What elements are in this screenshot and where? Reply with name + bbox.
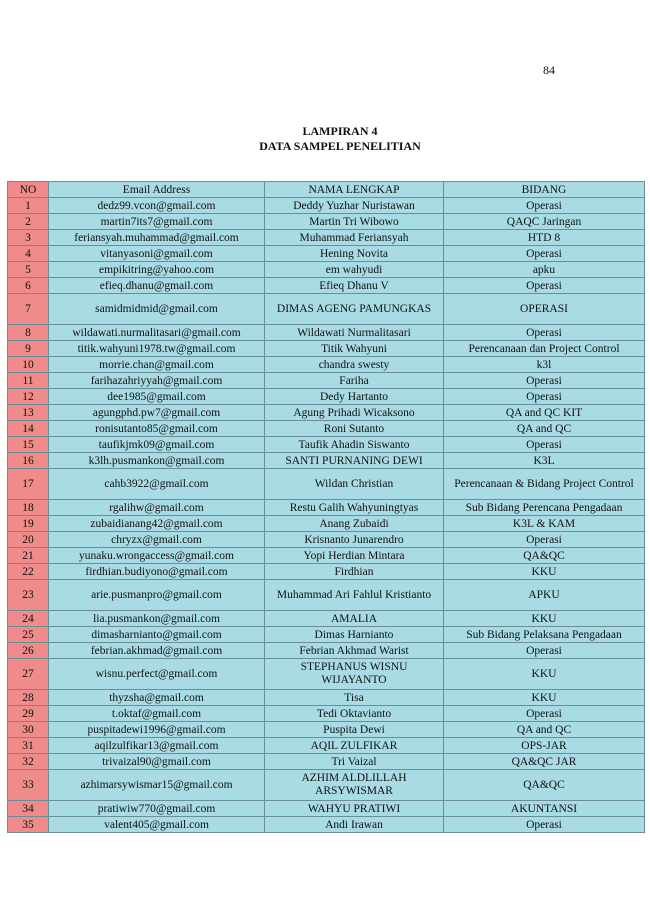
email-address: feriansyah.muhammad@gmail.com	[49, 230, 265, 246]
row-number: 24	[8, 611, 49, 627]
row-number: 25	[8, 627, 49, 643]
division: K3L	[444, 453, 645, 469]
email-address: efieq.dhanu@gmail.com	[49, 278, 265, 294]
division: Operasi	[444, 706, 645, 722]
row-number: 29	[8, 706, 49, 722]
table-row	[8, 421, 645, 437]
division: HTD 8	[444, 230, 645, 246]
full-name: Fariha	[265, 373, 444, 389]
full-name: Andi Irawan	[265, 817, 444, 833]
row-number: 1	[8, 198, 49, 214]
row-number: 22	[8, 564, 49, 580]
full-name: Wildawati Nurmalitasari	[265, 325, 444, 341]
row-number: 34	[8, 801, 49, 817]
full-name: AMALIA	[265, 611, 444, 627]
table-row	[8, 325, 645, 341]
email-address: zubaidianang42@gmail.com	[49, 516, 265, 532]
table-row	[8, 627, 645, 643]
table-row	[8, 500, 645, 516]
document-subtitle: DATA SAMPEL PENELITIAN	[259, 139, 421, 153]
table-row	[8, 690, 645, 706]
full-name: DIMAS AGENG PAMUNGKAS	[265, 294, 444, 325]
email-address: febrian.akhmad@gmail.com	[49, 643, 265, 659]
row-number: 23	[8, 580, 49, 611]
email-address: azhimarsywismar15@gmail.com	[49, 770, 265, 801]
table-row	[8, 198, 645, 214]
full-name: Tedi Oktavianto	[265, 706, 444, 722]
full-name: Firdhian	[265, 564, 444, 580]
row-number: 20	[8, 532, 49, 548]
row-number: 5	[8, 262, 49, 278]
email-address: ronisutanto85@gmail.com	[49, 421, 265, 437]
table-row	[8, 278, 645, 294]
row-number: 12	[8, 389, 49, 405]
division: Operasi	[444, 246, 645, 262]
email-address: titik.wahyuni1978.tw@gmail.com	[49, 341, 265, 357]
email-address: dee1985@gmail.com	[49, 389, 265, 405]
table-row	[8, 706, 645, 722]
full-name: Tisa	[265, 690, 444, 706]
full-name: Hening Novita	[265, 246, 444, 262]
division: Operasi	[444, 325, 645, 341]
email-address: cahb3922@gmail.com	[49, 469, 265, 500]
row-number: 9	[8, 341, 49, 357]
table-row	[8, 564, 645, 580]
email-address: aqilzulfikar13@gmail.com	[49, 738, 265, 754]
full-name: AZHIM ALDLILLAH ARSYWISMAR	[265, 770, 444, 801]
division: Operasi	[444, 389, 645, 405]
division: k3l	[444, 357, 645, 373]
division: Operasi	[444, 817, 645, 833]
email-address: wisnu.perfect@gmail.com	[49, 659, 265, 690]
division: OPERASI	[444, 294, 645, 325]
table-row	[8, 548, 645, 564]
division: QA and QC KIT	[444, 405, 645, 421]
row-number: 3	[8, 230, 49, 246]
division: QA and QC	[444, 421, 645, 437]
table-row	[8, 357, 645, 373]
full-name: Roni Sutanto	[265, 421, 444, 437]
row-number: 15	[8, 437, 49, 453]
table-body	[8, 198, 645, 833]
email-address: chryzx@gmail.com	[49, 532, 265, 548]
table-header-row	[8, 182, 645, 198]
division: QA&QC	[444, 770, 645, 801]
email-address: dimasharnianto@gmail.com	[49, 627, 265, 643]
row-number: 21	[8, 548, 49, 564]
table-row	[8, 294, 645, 325]
table-row	[8, 389, 645, 405]
division: QA and QC	[444, 722, 645, 738]
row-number: 35	[8, 817, 49, 833]
full-name: Wildan Christian	[265, 469, 444, 500]
email-address: lia.pusmankon@gmail.com	[49, 611, 265, 627]
row-number: 19	[8, 516, 49, 532]
email-address: empikitring@yahoo.com	[49, 262, 265, 278]
row-number: 14	[8, 421, 49, 437]
division: Operasi	[444, 437, 645, 453]
email-address: farihazahriyyah@gmail.com	[49, 373, 265, 389]
email-address: valent405@gmail.com	[49, 817, 265, 833]
document-title: LAMPIRAN 4	[302, 124, 378, 138]
row-number: 16	[8, 453, 49, 469]
division: Perencanaan & Bidang Project Control	[444, 469, 645, 500]
header-nama-lengkap: NAMA LENGKAP	[265, 182, 444, 198]
table-row	[8, 817, 645, 833]
row-number: 30	[8, 722, 49, 738]
row-number: 31	[8, 738, 49, 754]
full-name: Puspita Dewi	[265, 722, 444, 738]
full-name: Muhammad Feriansyah	[265, 230, 444, 246]
row-number: 17	[8, 469, 49, 500]
email-address: taufikjmk09@gmail.com	[49, 437, 265, 453]
division: QAQC Jaringan	[444, 214, 645, 230]
row-number: 2	[8, 214, 49, 230]
row-number: 8	[8, 325, 49, 341]
header-email: Email Address	[49, 182, 265, 198]
row-number: 7	[8, 294, 49, 325]
full-name: WAHYU PRATIWI	[265, 801, 444, 817]
division: Operasi	[444, 373, 645, 389]
full-name: STEPHANUS WISNU WIJAYANTO	[265, 659, 444, 690]
division: K3L & KAM	[444, 516, 645, 532]
table-row	[8, 341, 645, 357]
division: Operasi	[444, 198, 645, 214]
division: KKU	[444, 564, 645, 580]
table-row	[8, 643, 645, 659]
row-number: 27	[8, 659, 49, 690]
table-row	[8, 373, 645, 389]
sample-data-table	[7, 181, 645, 833]
full-name: Dimas Harnianto	[265, 627, 444, 643]
row-number: 26	[8, 643, 49, 659]
email-address: firdhian.budiyono@gmail.com	[49, 564, 265, 580]
table-row	[8, 659, 645, 690]
table-row	[8, 580, 645, 611]
division: QA&QC	[444, 548, 645, 564]
full-name: SANTI PURNANING DEWI	[265, 453, 444, 469]
email-address: puspitadewi1996@gmail.com	[49, 722, 265, 738]
email-address: arie.pusmanpro@gmail.com	[49, 580, 265, 611]
table-row	[8, 453, 645, 469]
division: APKU	[444, 580, 645, 611]
full-name: chandra swesty	[265, 357, 444, 373]
row-number: 11	[8, 373, 49, 389]
row-number: 4	[8, 246, 49, 262]
table-row	[8, 722, 645, 738]
row-number: 10	[8, 357, 49, 373]
email-address: dedz99.vcon@gmail.com	[49, 198, 265, 214]
full-name: AQIL ZULFIKAR	[265, 738, 444, 754]
email-address: agungphd.pw7@gmail.com	[49, 405, 265, 421]
full-name: Deddy Yuzhar Nuristawan	[265, 198, 444, 214]
full-name: Anang Zubaidi	[265, 516, 444, 532]
row-number: 33	[8, 770, 49, 801]
email-address: yunaku.wrongaccess@gmail.com	[49, 548, 265, 564]
table-row	[8, 532, 645, 548]
full-name: Krisnanto Junarendro	[265, 532, 444, 548]
email-address: wildawati.nurmalitasari@gmail.com	[49, 325, 265, 341]
full-name: Efieq Dhanu V	[265, 278, 444, 294]
table-row	[8, 770, 645, 801]
full-name: Martin Tri Wibowo	[265, 214, 444, 230]
division: Perencanaan dan Project Control	[444, 341, 645, 357]
table-row	[8, 611, 645, 627]
table-row	[8, 738, 645, 754]
division: Operasi	[444, 278, 645, 294]
full-name: Taufik Ahadin Siswanto	[265, 437, 444, 453]
division: apku	[444, 262, 645, 278]
division: AKUNTANSI	[444, 801, 645, 817]
table-row	[8, 214, 645, 230]
email-address: rgalihw@gmail.com	[49, 500, 265, 516]
email-address: trivaizal90@gmail.com	[49, 754, 265, 770]
division: Operasi	[444, 532, 645, 548]
division: KKU	[444, 611, 645, 627]
full-name: Agung Prihadi Wicaksono	[265, 405, 444, 421]
row-number: 13	[8, 405, 49, 421]
table-row	[8, 246, 645, 262]
full-name: Dedy Hartanto	[265, 389, 444, 405]
division: Operasi	[444, 643, 645, 659]
full-name: Restu Galih Wahyuningtyas	[265, 500, 444, 516]
email-address: martin7its7@gmail.com	[49, 214, 265, 230]
table-row	[8, 469, 645, 500]
table-row	[8, 437, 645, 453]
full-name: Tri Vaizal	[265, 754, 444, 770]
division: KKU	[444, 659, 645, 690]
row-number: 18	[8, 500, 49, 516]
full-name: Muhammad Ari Fahlul Kristianto	[265, 580, 444, 611]
table-row	[8, 516, 645, 532]
header-no: NO	[8, 182, 49, 198]
division: Sub Bidang Perencana Pengadaan	[444, 500, 645, 516]
division: OPS-JAR	[444, 738, 645, 754]
email-address: k3lh.pusmankon@gmail.com	[49, 453, 265, 469]
email-address: pratiwiw770@gmail.com	[49, 801, 265, 817]
full-name: Febrian Akhmad Warist	[265, 643, 444, 659]
row-number: 32	[8, 754, 49, 770]
division: Sub Bidang Pelaksana Pengadaan	[444, 627, 645, 643]
table-row	[8, 230, 645, 246]
full-name: em wahyudi	[265, 262, 444, 278]
email-address: t.oktaf@gmail.com	[49, 706, 265, 722]
division: KKU	[444, 690, 645, 706]
row-number: 6	[8, 278, 49, 294]
table-row	[8, 801, 645, 817]
email-address: vitanyasoni@gmail.com	[49, 246, 265, 262]
email-address: samidmidmid@gmail.com	[49, 294, 265, 325]
table-row	[8, 262, 645, 278]
email-address: thyzsha@gmail.com	[49, 690, 265, 706]
division: QA&QC JAR	[444, 754, 645, 770]
table-row	[8, 405, 645, 421]
row-number: 28	[8, 690, 49, 706]
page-number: 84	[543, 63, 555, 77]
header-bidang: BIDANG	[444, 182, 645, 198]
full-name: Titik Wahyuni	[265, 341, 444, 357]
title-block	[0, 124, 650, 154]
full-name: Yopi Herdian Mintara	[265, 548, 444, 564]
table-row	[8, 754, 645, 770]
email-address: morrie.chan@gmail.com	[49, 357, 265, 373]
